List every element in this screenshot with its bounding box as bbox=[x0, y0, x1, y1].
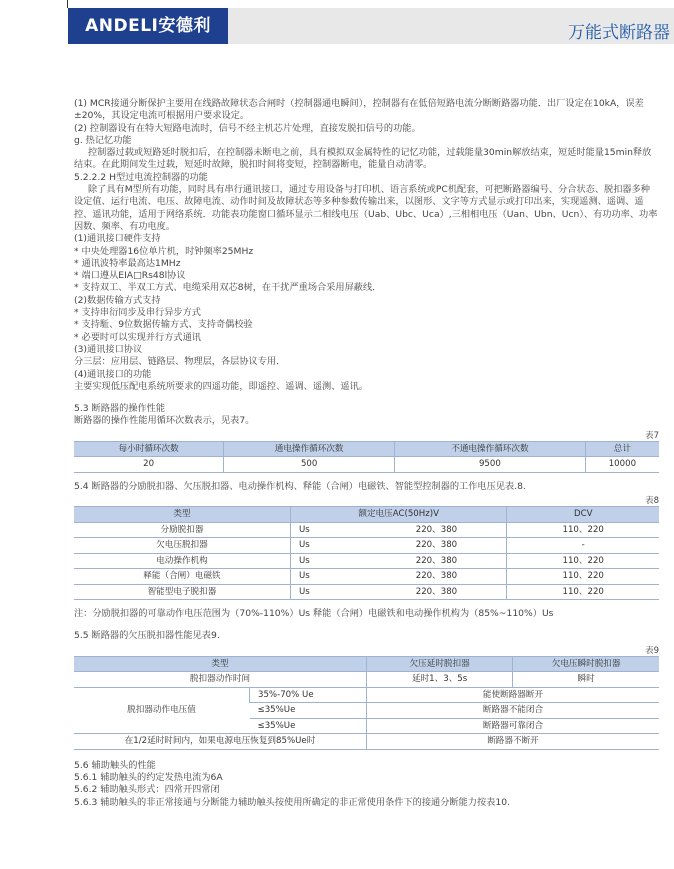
document-body bbox=[74, 98, 659, 809]
table-cell: 断路器不断开 bbox=[367, 734, 660, 750]
table-row bbox=[74, 522, 659, 538]
list-item: * 支持串衍同步及串行异步方式 bbox=[74, 307, 201, 319]
section-heading: 5.2.2.2 H型过电流控制器的功能 bbox=[74, 171, 208, 183]
paragraph: (1)通讯接口硬件支持 bbox=[74, 233, 161, 245]
table-cell: 能使断路器断开 bbox=[367, 687, 660, 703]
table-label: 表8 bbox=[645, 496, 659, 507]
table-cell: 在1/2延时时间内，如果电源电压恢复到85%Ue时 bbox=[74, 734, 367, 750]
list-item: * 必要时可以实现并行方式通讯 bbox=[74, 331, 201, 343]
list-item: * 支持駈、9位数据传输方式、支持奇偶校验 bbox=[74, 319, 253, 331]
paragraph: 5.6.2 辅助触头形式：四常开四常闭 bbox=[74, 784, 220, 796]
table-row bbox=[74, 687, 659, 703]
table-cell: 220、380 bbox=[366, 522, 506, 538]
table-row bbox=[74, 457, 659, 473]
list-item: * 端口遵从EIA□Rs48l协议 bbox=[74, 270, 186, 282]
table-row bbox=[74, 672, 659, 688]
table-cell: - bbox=[507, 538, 659, 554]
table-cell: 智能型电子脱扣器 bbox=[74, 584, 290, 600]
table-header-cell: 欠电压瞬时脱扣器 bbox=[513, 657, 659, 672]
table-cell: 释能（合闸）电磁铁 bbox=[74, 569, 290, 585]
table-7 bbox=[74, 441, 659, 473]
table-header-cell: 欠压延时脱扣器 bbox=[367, 657, 513, 672]
table-cell: 220、380 bbox=[366, 569, 506, 585]
paragraph: 控制器过载或短路延时脱扣后，在控制器未断电之前，具有模拟双金属特性的记忆功能，过载能量30min解放结束，短延时能量15min释放结束。在此期间发生过载，短延时故障，脱扣时间将变短，控制器断电，能量自动清零。 bbox=[74, 147, 652, 171]
list-item: * 中央处理器16位单片机，时钟频率25MHz bbox=[74, 245, 254, 257]
table-note: 注：分励脱扣器的可靠动作电压范围为（70%-110%）Us 释能（合闸）电磁铁和电动操作机构为（85%~110%）Us bbox=[74, 608, 554, 620]
table-header-cell: 额定电压AC(50Hz)V bbox=[290, 507, 506, 522]
section-heading: 5.4 断路器的分励脱扣器、欠压脱扣器、电动操作机构、释能（合闸）电磁铁、智能型控制器的工作电压见表.8. bbox=[74, 480, 526, 492]
paragraph: (1) MCR接通分断保护主要用在线路故障状态合闸时（控制器通电瞬间），控制器有在低倍短路电流分断断路器功能．出厂设定在10kA，误差±20%，其设定电流可根据用户要求设定。 bbox=[74, 98, 644, 122]
paragraph: 5.6.1 辅助触头的约定发热电流为6A bbox=[74, 771, 223, 783]
page-title: 万能式断路器 bbox=[568, 23, 670, 43]
paragraph: g. 热记忆功能 bbox=[74, 134, 132, 146]
page-header bbox=[0, 0, 674, 46]
table-cell: 瞬时 bbox=[513, 672, 659, 688]
table-cell: 9500 bbox=[395, 457, 586, 473]
table-8 bbox=[74, 506, 659, 600]
table-row bbox=[74, 734, 659, 750]
brand-logo bbox=[68, 8, 228, 44]
table-row bbox=[74, 584, 659, 600]
table-header-cell: 每小时循环次数 bbox=[74, 442, 224, 457]
table-header-cell: 通电操作循环次数 bbox=[224, 442, 395, 457]
table-header-cell: 类型 bbox=[74, 507, 290, 522]
table-cell: Us bbox=[290, 584, 366, 600]
list-item: * 支持双工、半双工方式、电缆采用双芯8树，在干扰严重场合采用屏蔽线． bbox=[74, 282, 382, 294]
table-cell: 电动操作机构 bbox=[74, 553, 290, 569]
table-cell: 断路器可靠闭合 bbox=[367, 718, 660, 734]
table-cell: 分励脱扣器 bbox=[74, 522, 290, 538]
table-cell: Us bbox=[290, 569, 366, 585]
table-9 bbox=[74, 656, 659, 750]
table-cell: 220、380 bbox=[366, 538, 506, 554]
table-header-cell: 总计 bbox=[585, 442, 659, 457]
table-header-cell: 类型 bbox=[74, 657, 367, 672]
paragraph: 断路器的操作性能用循环次数表示，见表7。 bbox=[74, 415, 255, 427]
table-cell: 110、220 bbox=[507, 584, 659, 600]
table-cell: 110、220 bbox=[507, 553, 659, 569]
table-label: 表9 bbox=[645, 645, 659, 656]
paragraph: (4)通讯接口的功能 bbox=[74, 368, 152, 380]
table-cell: 断路器不能闭合 bbox=[367, 703, 660, 719]
table-header-cell: 不通电操作循环次数 bbox=[395, 442, 586, 457]
paragraph: (2) 控制器设有在特大短路电流时，信号不经主机芯片处理，直接发脱扣信号的功能。 bbox=[74, 122, 421, 134]
header-bar bbox=[228, 8, 674, 44]
table-cell: 110、220 bbox=[507, 569, 659, 585]
table-cell: 延时1、3、5s bbox=[367, 672, 513, 688]
table-header-cell: DCV bbox=[507, 507, 659, 522]
paragraph: 除了具有M型所有功能，同时具有串行通讯接口，通过专用设备与打印机、语言系统或PC机配套，可把断路器编号、分合状态、脱扣器多种设定值、运行电流、电压、故障电流、动作时间及故障状态等多种参数传输出来，以图形、文字等方式显示或打印出来，实现遥测、遥调、遥控、遥讯功能，适用于网络系统．功能表功能窗口循环显示二相线电压（Uab、Ubc、Uca）,三相相电压（Uan、Ubn、Ucn）、有功功率、功率因数、频率、有功电度。 bbox=[74, 184, 658, 232]
table-cell: Us bbox=[290, 553, 366, 569]
paragraph: 分三层：应用层、链路层、物理层，各层协议专用． bbox=[74, 356, 286, 368]
table-cell: Us bbox=[290, 522, 366, 538]
header-divider bbox=[67, 0, 68, 8]
table-cell: 500 bbox=[224, 457, 395, 473]
paragraph: 主要实现低压配电系统所要求的四遥功能，即遥控、遥调、遥测、遥讯。 bbox=[74, 380, 368, 392]
brand-logo-text: ANDELI安德利 bbox=[85, 16, 211, 36]
table-cell: Us bbox=[290, 538, 366, 554]
list-item: * 通讯波特率最高达1MHz bbox=[74, 257, 181, 269]
section-heading: 5.6 辅助触头的性能 bbox=[74, 759, 156, 771]
section-heading: 5.5 断路器的欠压脱扣器性能见表9. bbox=[74, 630, 220, 642]
table-cell: 35%-70% Ue bbox=[250, 687, 367, 703]
table-cell: ≤35%Ue bbox=[250, 703, 367, 719]
table-row bbox=[74, 538, 659, 554]
table-cell: 220、380 bbox=[366, 553, 506, 569]
table-row bbox=[74, 569, 659, 585]
paragraph: (2)数据传输方式支持 bbox=[74, 294, 161, 306]
table-cell: 欠电压脱扣器 bbox=[74, 538, 290, 554]
table-cell: 脱扣器动作电压值 bbox=[74, 687, 250, 734]
table-cell: 脱扣器动作时间 bbox=[74, 672, 367, 688]
table-cell: 10000 bbox=[585, 457, 659, 473]
section-heading: 5.3 断路器的操作性能 bbox=[74, 403, 166, 415]
table-cell: ≤35%Ue bbox=[250, 718, 367, 734]
table-label: 表7 bbox=[645, 430, 659, 441]
paragraph: 5.6.3 辅助触头的非正常接通与分断能力辅助触头按使用所确定的非正常使用条件下的接通分断能力按表10. bbox=[74, 796, 510, 808]
paragraph: (3)通讯接口协议 bbox=[74, 343, 143, 355]
table-cell: 220、380 bbox=[366, 584, 506, 600]
table-row bbox=[74, 553, 659, 569]
table-cell: 20 bbox=[74, 457, 224, 473]
table-cell: 110、220 bbox=[507, 522, 659, 538]
